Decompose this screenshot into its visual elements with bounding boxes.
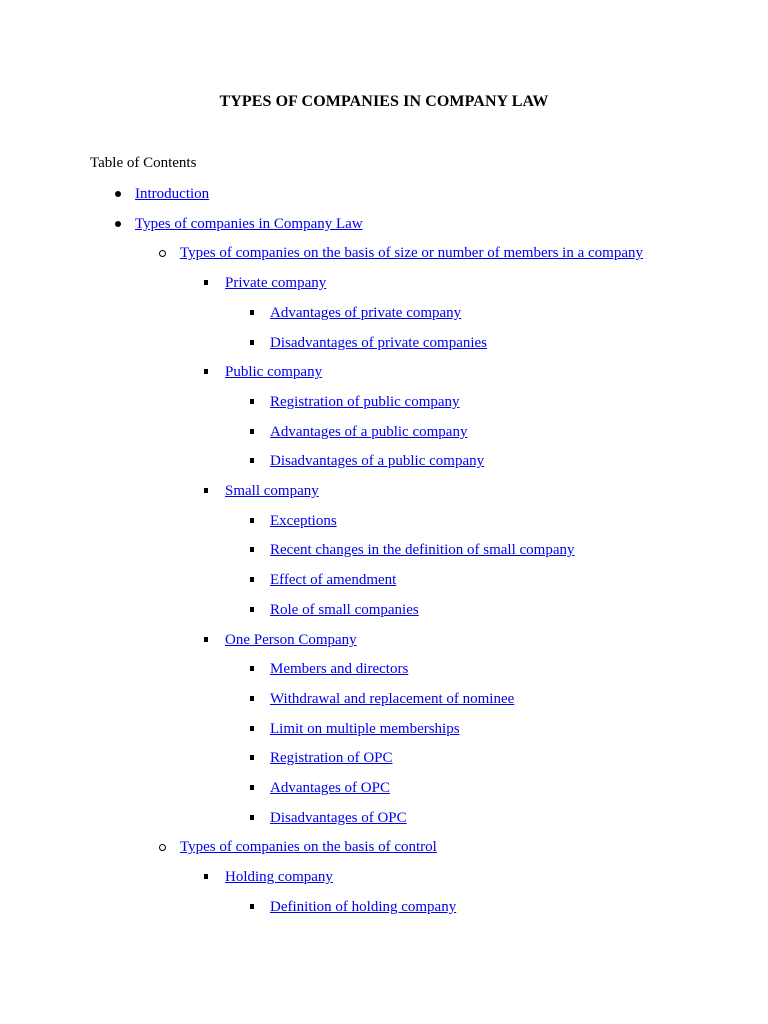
toc-link[interactable]: Holding company — [225, 869, 333, 885]
toc-link[interactable]: Registration of OPC — [270, 750, 393, 766]
toc-link[interactable]: Public company — [225, 364, 323, 380]
toc-link[interactable]: Recent changes in the definition of small company — [270, 542, 575, 558]
toc-link[interactable]: Advantages of OPC — [270, 780, 390, 796]
toc-entry — [0, 450, 768, 472]
toc-link[interactable]: One Person Company — [225, 632, 357, 648]
toc-link[interactable]: Registration of public company — [270, 394, 460, 410]
toc-entry — [0, 539, 768, 561]
toc-entry — [0, 391, 768, 413]
square-bullet-icon — [204, 369, 208, 374]
toc-entry — [0, 302, 768, 324]
toc-entry — [0, 718, 768, 740]
toc-entry — [0, 272, 768, 294]
square-bullet-icon — [250, 458, 254, 463]
toc-link[interactable]: Effect of amendment — [270, 572, 397, 588]
square-bullet-icon — [250, 815, 254, 820]
toc-entry — [0, 242, 768, 264]
toc-entry — [0, 569, 768, 591]
square-bullet-icon — [250, 399, 254, 404]
square-bullet-icon — [250, 607, 254, 612]
toc-link[interactable]: Disadvantages of OPC — [270, 810, 407, 826]
square-bullet-icon — [250, 785, 254, 790]
toc-entry — [0, 688, 768, 710]
toc-entry — [0, 361, 768, 383]
document-title: TYPES OF COMPANIES IN COMPANY LAW — [219, 93, 549, 110]
toc-link[interactable]: Withdrawal and replacement of nominee — [270, 691, 515, 707]
square-bullet-icon — [250, 755, 254, 760]
square-bullet-icon — [204, 637, 208, 642]
square-bullet-icon — [250, 696, 254, 701]
toc-entry — [0, 747, 768, 769]
toc-heading: Table of Contents — [90, 155, 197, 171]
square-bullet-icon — [204, 280, 208, 285]
square-bullet-icon — [250, 310, 254, 315]
toc-link[interactable]: Types of companies on the basis of control — [180, 839, 437, 855]
toc-link[interactable]: Exceptions — [270, 513, 337, 529]
toc-entry — [0, 807, 768, 829]
toc-entry — [0, 332, 768, 354]
toc-entry — [0, 866, 768, 888]
square-bullet-icon — [250, 726, 254, 731]
square-bullet-icon — [204, 874, 208, 879]
square-bullet-icon — [204, 488, 208, 493]
toc-link[interactable]: Small company — [225, 483, 319, 499]
toc-link[interactable]: Types of companies on the basis of size or number of members in a company — [180, 245, 643, 261]
square-bullet-icon — [250, 518, 254, 523]
toc-link[interactable]: Introduction — [135, 186, 210, 202]
toc-link[interactable]: Limit on multiple memberships — [270, 721, 460, 737]
toc-link[interactable]: Members and directors — [270, 661, 409, 677]
square-bullet-icon — [250, 340, 254, 345]
toc-entry — [0, 213, 768, 235]
toc-entry — [0, 896, 768, 918]
circle-bullet-icon — [159, 250, 166, 257]
toc-link[interactable]: Advantages of private company — [270, 305, 462, 321]
toc-link[interactable]: Disadvantages of a public company — [270, 453, 485, 469]
disc-bullet-icon — [115, 221, 121, 227]
toc-entry — [0, 836, 768, 858]
toc-entry — [0, 629, 768, 651]
toc-link[interactable]: Private company — [225, 275, 327, 291]
toc-link[interactable]: Definition of holding company — [270, 899, 457, 915]
toc-link[interactable]: Role of small companies — [270, 602, 419, 618]
circle-bullet-icon — [159, 844, 166, 851]
square-bullet-icon — [250, 577, 254, 582]
toc-entry — [0, 421, 768, 443]
toc-link[interactable]: Types of companies in Company Law — [135, 216, 363, 232]
toc-link[interactable]: Disadvantages of private companies — [270, 335, 488, 351]
toc-entry — [0, 658, 768, 680]
toc-entry — [0, 777, 768, 799]
square-bullet-icon — [250, 547, 254, 552]
toc-entry — [0, 510, 768, 532]
disc-bullet-icon — [115, 191, 121, 197]
square-bullet-icon — [250, 904, 254, 909]
toc-entry — [0, 183, 768, 205]
square-bullet-icon — [250, 429, 254, 434]
toc-entry — [0, 599, 768, 621]
toc-entry — [0, 480, 768, 502]
square-bullet-icon — [250, 666, 254, 671]
toc-link[interactable]: Advantages of a public company — [270, 424, 468, 440]
